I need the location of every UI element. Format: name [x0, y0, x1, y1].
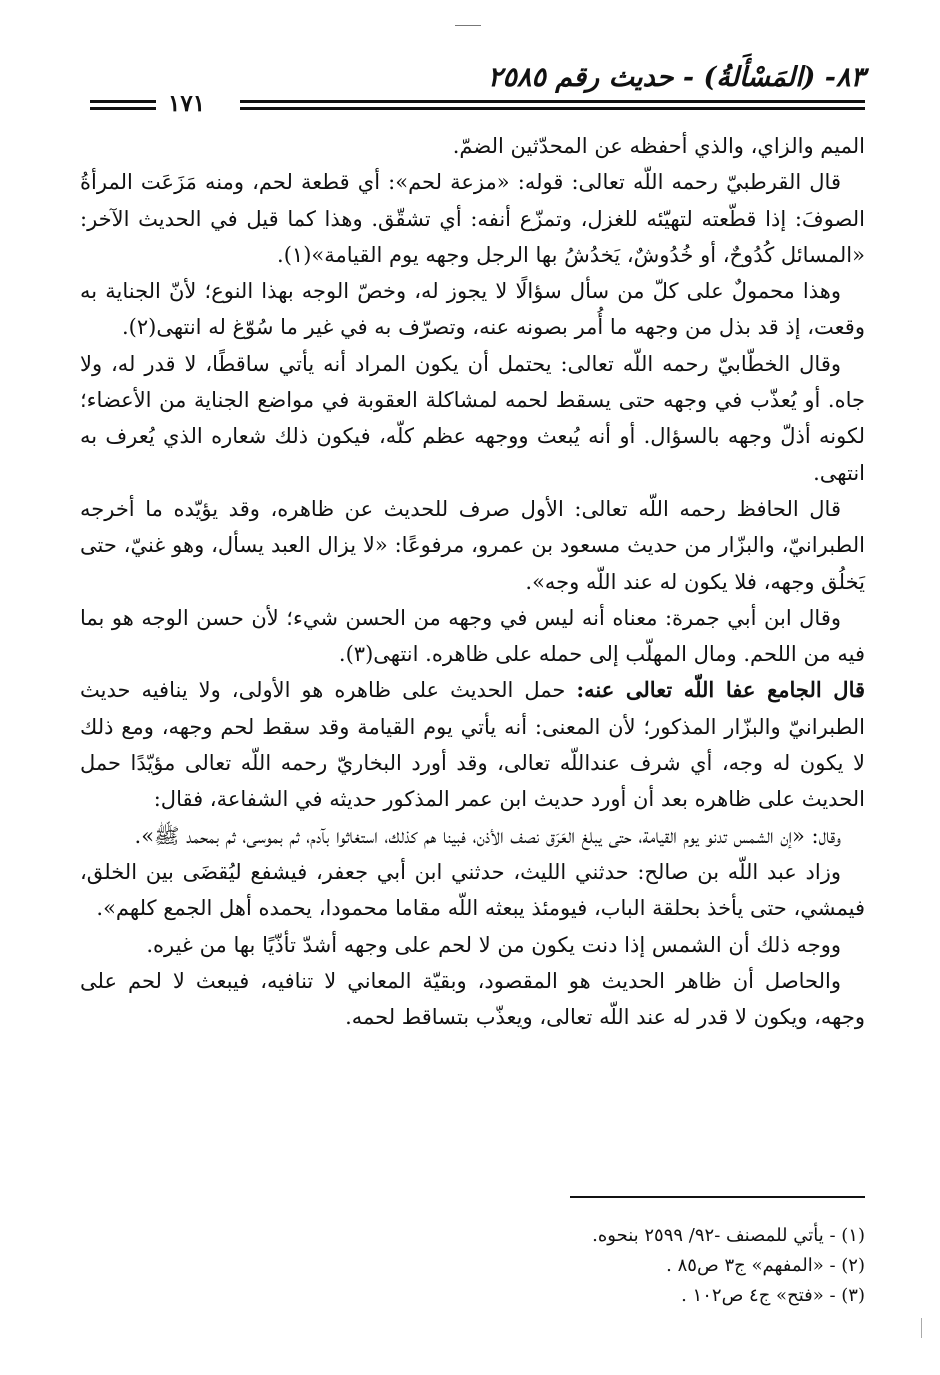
page-header [90, 62, 865, 122]
footnotes [420, 1221, 865, 1311]
jami-paragraph [80, 672, 865, 817]
header-double-rule [240, 100, 865, 110]
paragraph: الميم والزاي، والذي أحفظه عن المحدّثين الضمّ. [452, 134, 865, 158]
page-number: ١٧١ [168, 90, 206, 117]
paragraph: ووجه ذلك أن الشمس إذا دنت يكون من لا لحم على وجهه أشدّ تأذّيًا بها من غيره. [146, 932, 841, 957]
paragraph: قال الحافظ رحمه اللّه تعالى: الأول صرف للحديث عن ظاهره، وقد يؤيّده ما أخرجه الطبرانيّ، والبزّار من حديث مسعود بن عمرو، مرفوعًا: «لا يزال العبد يسأل، وهو غنيّ، حتى يَخلُق وجهه، فلا يكون له عند اللّه وجه». [80, 496, 865, 594]
page-number-rule [90, 100, 156, 110]
paragraph: وقال الخطّابيّ رحمه اللّه تعالى: يحتمل أن يكون المراد أنه يأتي ساقطًا، لا قدر له، ولا جاه. أو يُعذّب في وجهه حتى يسقط لحمه لمشاكلة العقوبة في مواضع الجناية من الأعضاء؛ لكونه أذلّ وجهه بالسؤال. أو أنه يُبعث ووجهه عظم كلّه، فيكون ذلك شعاره الذي يُعرف به انتهى. [80, 351, 865, 485]
scan-edge-mark [921, 1318, 922, 1338]
main-text [80, 128, 865, 1035]
paragraph: قال القرطبيّ رحمه اللّه تعالى: قوله: «مزعة لحم»: أي قطعة لحم، ومنه مَزَعَت المرأةُ الصوفَ: إذا قطّعته لتهيّئه للغزل، وتمزّع أنفه: أي تشقّق. وهذا كما قيل في الحديث الآخر: «المسائل كُدُوحٌ، أو خُدُوشٌ، يَخدُشُ بها الرجل وجهه يوم القيامة»(١). [80, 170, 865, 267]
paragraph: وقال ابن أبي جمرة: معناه أنه ليس في وجهه من الحسن شيء؛ لأن حسن الوجه هو بما فيه من اللحم. ومال المهلّب إلى حمله على ظاهره. انتهى(٣). [80, 605, 865, 667]
paragraph: وزاد عبد اللّه بن صالح: حدثني الليث، حدثني ابن أبي جعفر، فيشفع ليُقضَى بين الخلق، فيمشي، حتى يأخذ بحلقة الباب، فيومئذ يبعثه اللّه مقاما محمودا، يحمده أهل الجمع كلهم». [80, 859, 865, 921]
footnote-1: (١) - يأتي للمصنف -٩٢/ ٢٥٩٩ بنحوه. [592, 1225, 865, 1246]
jami-text: حمل الحديث على ظاهره هو الأولى، ولا ينافيه حديث الطبرانيّ والبزّار المذكور؛ لأن المعنى: أنه يأتي يوم القيامة وقد سقط لحم وجهه، ومع ذلك لا يكون له وجه، أي شرف عنداللّه تعالى، وقد أورد البخاريّ رحمه اللّه تعالى مؤيّدًا حمل الحديث على ظاهره بعد أن أورد حديث ابن عمر المذكور حديثه في الشفاعة، فقال: [80, 678, 865, 812]
jami-lead: قال الجامع عفا اللّه تعالى عنه: [576, 677, 866, 703]
footnote-3: (٣) - «فتح» ج٤ ص١٠٢ . [681, 1285, 865, 1306]
paragraph: وقال: «إن الشمس تدنو يوم القيامة، حتى يبلغ العَرَق نصف الأذن، فبينا هم كذلك، استغاثوا بآدم، ثم بموسى، ثم بمحمد ﷺ». [134, 823, 841, 848]
running-title: ٨٣- (المَسْأَلةُ) - حديث رقم ٢٥٨٥ [487, 62, 865, 93]
footnote-2: (٢) - «المفهم» ج٣ ص٨٥ . [666, 1255, 865, 1276]
paragraph: وهذا محمولٌ على كلّ من سأل سؤالًا لا يجوز له، وخصّ الوجه بهذا النوع؛ لأنّ الجناية به وقعت، إذ قد بذل من وجهه ما أُمر بصونه عنه، وتصرّف به في غير ما سُوّغ له انتهى(٢). [80, 279, 865, 340]
top-margin-mark [455, 25, 481, 26]
paragraph: والحاصل أن ظاهر الحديث هو المقصود، وبقيّة المعاني لا تنافيه، فيبعث لا لحم على وجهه، ويكون لا قدر له عند اللّه تعالى، ويعذّب بتساقط لحمه. [80, 968, 865, 1030]
footnote-separator [570, 1196, 865, 1198]
